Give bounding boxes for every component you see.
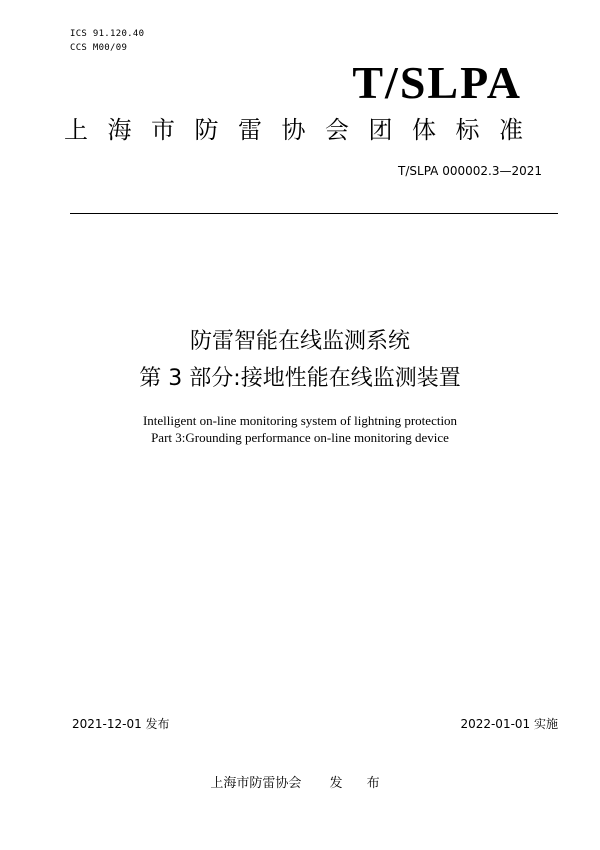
- ics-code: ICS 91.120.40: [70, 29, 145, 39]
- chinese-title-line-1: 防雷智能在线监测系统: [189, 329, 410, 354]
- publish-label: 发 布: [329, 776, 390, 791]
- standard-type-title: 上海市防雷协会团体标准: [64, 116, 543, 144]
- english-title-line-2: Part 3:Grounding performance on-line monitoring device: [151, 430, 449, 445]
- implementation-date: 2022-01-01 实施: [460, 717, 558, 731]
- publisher-name: 上海市防雷协会: [210, 776, 302, 791]
- standard-logo: T/SLPA: [352, 57, 522, 108]
- chinese-title-line-2: 第 3 部分:接地性能在线监测装置: [139, 366, 461, 391]
- header-divider: [70, 213, 558, 214]
- standard-number: T/SLPA 000002.3—2021: [398, 164, 542, 178]
- publisher-line: [0, 776, 600, 792]
- ccs-code: CCS M00/09: [70, 43, 128, 53]
- issue-date: 2021-12-01 发布: [72, 717, 170, 731]
- english-title-line-1: Intelligent on-line monitoring system of lightning protection: [142, 413, 458, 428]
